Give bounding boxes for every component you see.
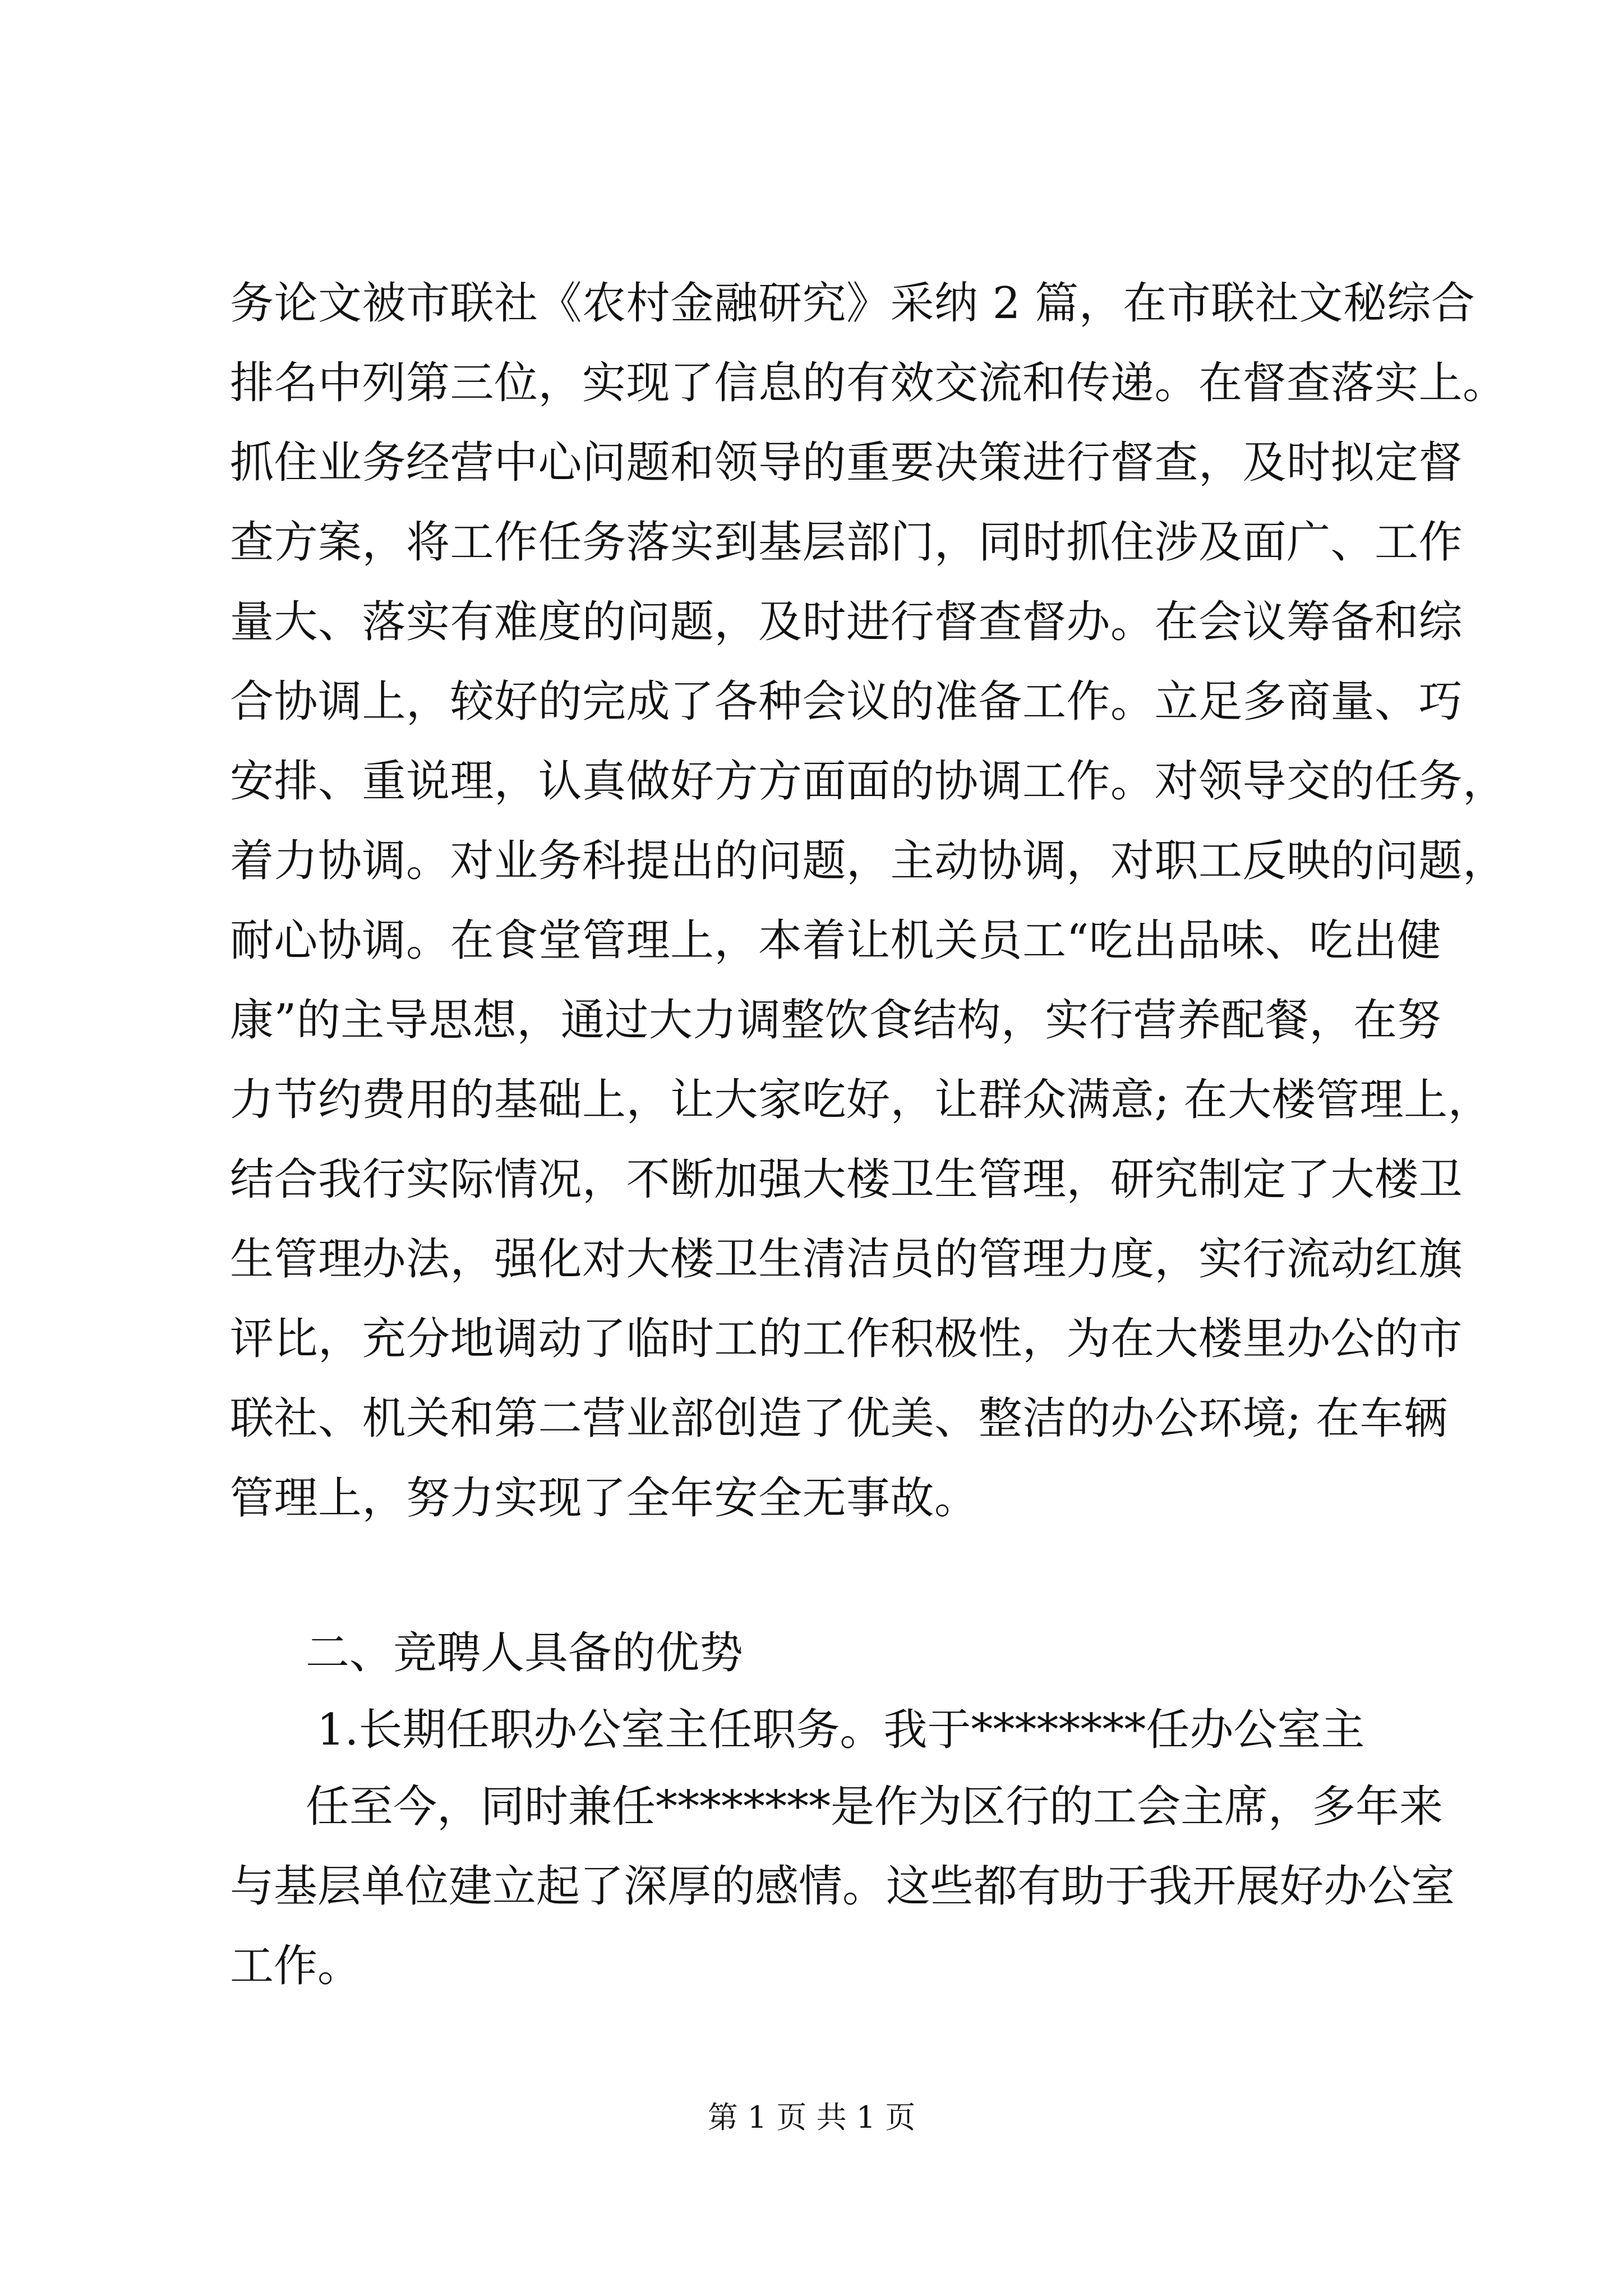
text-line: 安排、重说理，认真做好方方面面的协调工作。对领导交的任务， (230, 756, 1507, 807)
text-line: 工作。 (230, 1941, 362, 1991)
text-line: 康”的主导思想，通过大力调整饮食结构，实行营养配餐，在努 (230, 995, 1441, 1046)
text-line: 合协调上，较好的完成了各种会议的准备工作。立足多商量、巧 (230, 677, 1463, 727)
text-line: 结合我行实际情况，不断加强大楼卫生管理，研究制定了大楼卫 (230, 1154, 1463, 1205)
text-line: 评比，充分地调动了临时工的工作积极性，为在大楼里办公的市 (230, 1314, 1463, 1364)
section-heading: 二、竞聘人具备的优势 (306, 1628, 744, 1678)
text-line: 抓住业务经营中心问题和领导的重要决策进行督查，及时拟定督 (230, 438, 1463, 488)
item-continuation (230, 1767, 1455, 2006)
body-paragraph (230, 264, 1507, 1538)
text-line: 与基层单位建立起了深厚的感情。这些都有助于我开展好办公室 (230, 1861, 1455, 1912)
text-line: 查方案，将工作任务落实到基层部门，同时抓住涉及面广、工作 (230, 517, 1463, 568)
text-line: 量大、落实有难度的问题，及时进行督查督办。在会议筹备和综 (230, 597, 1463, 647)
text-line: 着力协调。对业务科提出的问题，主动协调，对职工反映的问题， (230, 836, 1507, 886)
list-item-1: 1.长期任职办公室主任职务。我于********任办公室主 (317, 1705, 1365, 1755)
text-line: 联社、机关和第二营业部创造了优美、整洁的办公环境; 在车辆 (230, 1393, 1448, 1444)
text-line: 管理上，努力实现了全年安全无事故。 (230, 1473, 979, 1524)
page-number-footer: 第 1 页 共 1 页 (707, 2100, 916, 2135)
text-line: 耐心协调。在食堂管理上，本着让机关员工“吃出品味、吃出健 (230, 915, 1441, 966)
text-line: 排名中列第三位，实现了信息的有效交流和传递。在督查落实上。 (230, 358, 1507, 408)
text-line: 务论文被市联社《农村金融研究》采纳 2 篇，在市联社文秘综合 (230, 278, 1476, 329)
text-line: 生管理办法，强化对大楼卫生清洁员的管理力度，实行流动红旗 (230, 1234, 1463, 1285)
text-line: 力节约费用的基础上，让大家吃好，让群众满意; 在大楼管理上， (230, 1075, 1492, 1125)
text-line: 任至今，同时兼任********是作为区行的工会主席，多年来 (306, 1782, 1444, 1832)
